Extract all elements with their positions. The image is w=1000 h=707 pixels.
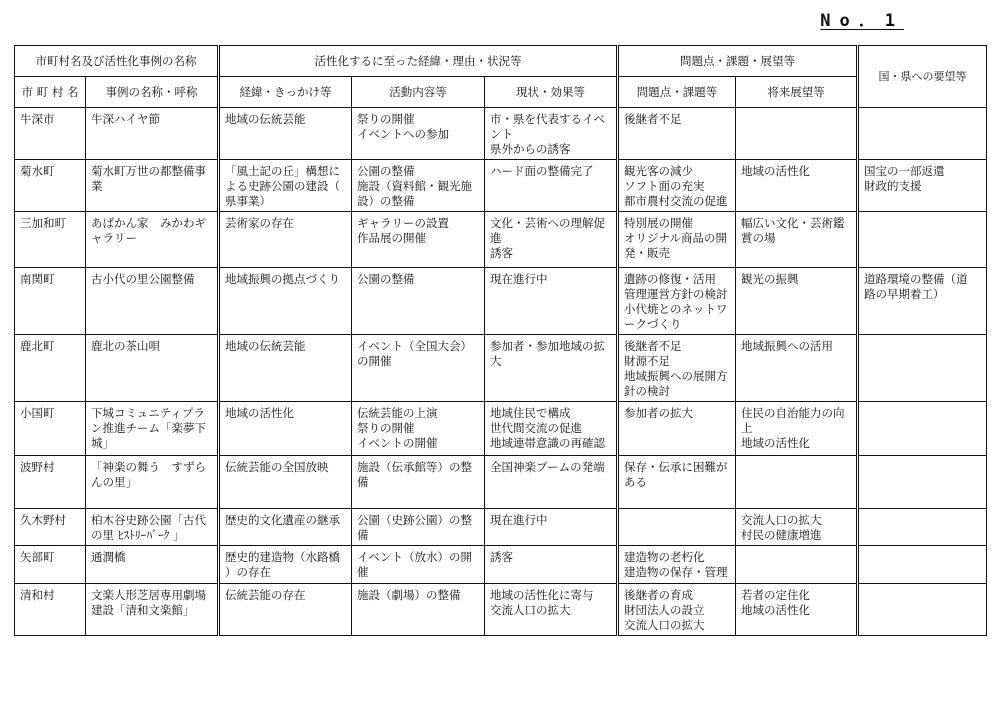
request-cell bbox=[858, 212, 987, 268]
outlook-cell: 幅広い文化・芸術鑑 賞の場 bbox=[736, 212, 858, 268]
header-activities: 活動内容等 bbox=[352, 77, 485, 108]
header-outlook: 将来展望等 bbox=[736, 77, 858, 108]
header-problems: 問題点・課題等 bbox=[618, 77, 736, 108]
case-name-cell: 通潤橋 bbox=[86, 546, 219, 584]
problems-cell: 参加者の拡大 bbox=[618, 402, 736, 456]
header-municipality: 市 町 村 名 bbox=[15, 77, 86, 108]
background-cell: 伝統芸能の存在 bbox=[219, 584, 352, 636]
background-cell: 歴史的文化遺産の継承 bbox=[219, 509, 352, 546]
background-cell: 「風土記の丘」構想に よる史跡公園の建設（ 県事業） bbox=[219, 160, 352, 212]
request-cell: 国宝の一部返還 財政的支援 bbox=[858, 160, 987, 212]
case-name-cell: あばかん家 みかわギ ャラリー bbox=[86, 212, 219, 268]
table-row bbox=[15, 402, 987, 456]
header-group-name: 市町村名及び活性化事例の名称 bbox=[15, 46, 219, 77]
status-cell: 参加者・参加地域の拡 大 bbox=[485, 335, 618, 402]
activities-cell: 施設（劇場）の整備 bbox=[352, 584, 485, 636]
case-table bbox=[14, 45, 987, 636]
table-row bbox=[15, 212, 987, 268]
header-request: 国・県への要望等 bbox=[858, 46, 987, 108]
page-number: No．1 bbox=[820, 11, 904, 31]
outlook-cell: 若者の定住化 地域の活性化 bbox=[736, 584, 858, 636]
case-name-cell: 文楽人形芝居専用劇場 建設「清和文楽館」 bbox=[86, 584, 219, 636]
table-row bbox=[15, 108, 987, 160]
case-name-cell: 古小代の里公園整備 bbox=[86, 268, 219, 335]
outlook-cell: 観光の振興 bbox=[736, 268, 858, 335]
problems-cell bbox=[618, 509, 736, 546]
activities-cell: イベント（全国大会） の開催 bbox=[352, 335, 485, 402]
request-cell bbox=[858, 546, 987, 584]
case-name-cell: 牛深ハイヤ節 bbox=[86, 108, 219, 160]
case-name-cell: 鹿北の茶山唄 bbox=[86, 335, 219, 402]
municipality-cell: 清和村 bbox=[15, 584, 86, 636]
problems-cell: 後継者の育成 財団法人の設立 交流人口の拡大 bbox=[618, 584, 736, 636]
municipality-cell: 久木野村 bbox=[15, 509, 86, 546]
outlook-cell bbox=[736, 546, 858, 584]
case-name-cell: 柏木谷史跡公園「古代 の里 ﾋｽﾄﾘｰﾊﾟｰｸ 」 bbox=[86, 509, 219, 546]
municipality-cell: 三加和町 bbox=[15, 212, 86, 268]
activities-cell: 公園の整備 bbox=[352, 268, 485, 335]
background-cell: 歴史的建造物（水路橋 ）の存在 bbox=[219, 546, 352, 584]
table-row bbox=[15, 268, 987, 335]
problems-cell: 観光客の減少 ソフト面の充実 都市農村交流の促進 bbox=[618, 160, 736, 212]
header-group-problems: 問題点・課題・展望等 bbox=[618, 46, 858, 77]
case-name-cell: 下城コミュニティプラ ン推進チーム「楽夢下 城」 bbox=[86, 402, 219, 456]
header-group-reason: 活性化するに至った経緯・理由・状況等 bbox=[219, 46, 618, 77]
activities-cell: 公園（史跡公園）の整 備 bbox=[352, 509, 485, 546]
municipality-cell: 牛深市 bbox=[15, 108, 86, 160]
activities-cell: 公園の整備 施設（資料館・観光施 設）の整備 bbox=[352, 160, 485, 212]
header-group-row bbox=[15, 46, 987, 77]
municipality-cell: 南関町 bbox=[15, 268, 86, 335]
header-case-name: 事例の名称・呼称 bbox=[86, 77, 219, 108]
outlook-cell: 住民の自治能力の向 上 地域の活性化 bbox=[736, 402, 858, 456]
status-cell: 全国神楽ブームの発端 bbox=[485, 456, 618, 509]
activities-cell: 祭りの開催 イベントへの参加 bbox=[352, 108, 485, 160]
problems-cell: 特別展の開催 オリジナル商品の開 発・販売 bbox=[618, 212, 736, 268]
header-background: 経緯・きっかけ等 bbox=[219, 77, 352, 108]
table-row bbox=[15, 584, 987, 636]
background-cell: 地域の活性化 bbox=[219, 402, 352, 456]
status-cell: 市・県を代表するイベ ント 県外からの誘客 bbox=[485, 108, 618, 160]
municipality-cell: 鹿北町 bbox=[15, 335, 86, 402]
header-sub-row bbox=[15, 77, 987, 108]
outlook-cell bbox=[736, 456, 858, 509]
municipality-cell: 波野村 bbox=[15, 456, 86, 509]
table-row bbox=[15, 456, 987, 509]
outlook-cell bbox=[736, 108, 858, 160]
outlook-cell: 交流人口の拡大 村民の健康増進 bbox=[736, 509, 858, 546]
request-cell bbox=[858, 108, 987, 160]
background-cell: 伝統芸能の全国放映 bbox=[219, 456, 352, 509]
outlook-cell: 地域の活性化 bbox=[736, 160, 858, 212]
status-cell: 現在進行中 bbox=[485, 509, 618, 546]
status-cell: ハード面の整備完了 bbox=[485, 160, 618, 212]
table-row bbox=[15, 546, 987, 584]
problems-cell: 遺跡の修復・活用 管理運営方針の検討 小代焼とのネットワ ークづくり bbox=[618, 268, 736, 335]
activities-cell: 伝統芸能の上演 祭りの開催 イベントの開催 bbox=[352, 402, 485, 456]
problems-cell: 後継者不足 bbox=[618, 108, 736, 160]
table-row bbox=[15, 335, 987, 402]
header-status: 現状・効果等 bbox=[485, 77, 618, 108]
case-name-cell: 「神楽の舞う すずら んの里」 bbox=[86, 456, 219, 509]
activities-cell: イベント（放水）の開 催 bbox=[352, 546, 485, 584]
background-cell: 地域振興の拠点づくり bbox=[219, 268, 352, 335]
activities-cell: ギャラリーの設置 作品展の開催 bbox=[352, 212, 485, 268]
activities-cell: 施設（伝承館等）の整 備 bbox=[352, 456, 485, 509]
problems-cell: 後継者不足 財源不足 地域振興への展開方 針の検討 bbox=[618, 335, 736, 402]
request-cell: 道路環境の整備（道 路の早期着工） bbox=[858, 268, 987, 335]
status-cell: 誘客 bbox=[485, 546, 618, 584]
request-cell bbox=[858, 509, 987, 546]
status-cell: 地域住民で構成 世代間交流の促進 地域連帯意識の再確認 bbox=[485, 402, 618, 456]
outlook-cell: 地域振興への活用 bbox=[736, 335, 858, 402]
status-cell: 現在進行中 bbox=[485, 268, 618, 335]
municipality-cell: 小国町 bbox=[15, 402, 86, 456]
status-cell: 文化・芸術への理解促 進 誘客 bbox=[485, 212, 618, 268]
table-row bbox=[15, 509, 987, 546]
background-cell: 芸術家の存在 bbox=[219, 212, 352, 268]
problems-cell: 建造物の老朽化 建造物の保存・管理 bbox=[618, 546, 736, 584]
municipality-cell: 菊水町 bbox=[15, 160, 86, 212]
municipality-cell: 矢部町 bbox=[15, 546, 86, 584]
request-cell bbox=[858, 584, 987, 636]
background-cell: 地域の伝統芸能 bbox=[219, 335, 352, 402]
problems-cell: 保存・伝承に困難が ある bbox=[618, 456, 736, 509]
request-cell bbox=[858, 456, 987, 509]
table-row bbox=[15, 160, 987, 212]
status-cell: 地域の活性化に寄与 交流人口の拡大 bbox=[485, 584, 618, 636]
background-cell: 地域の伝統芸能 bbox=[219, 108, 352, 160]
case-name-cell: 菊水町万世の都整備事 業 bbox=[86, 160, 219, 212]
request-cell bbox=[858, 402, 987, 456]
request-cell bbox=[858, 335, 987, 402]
